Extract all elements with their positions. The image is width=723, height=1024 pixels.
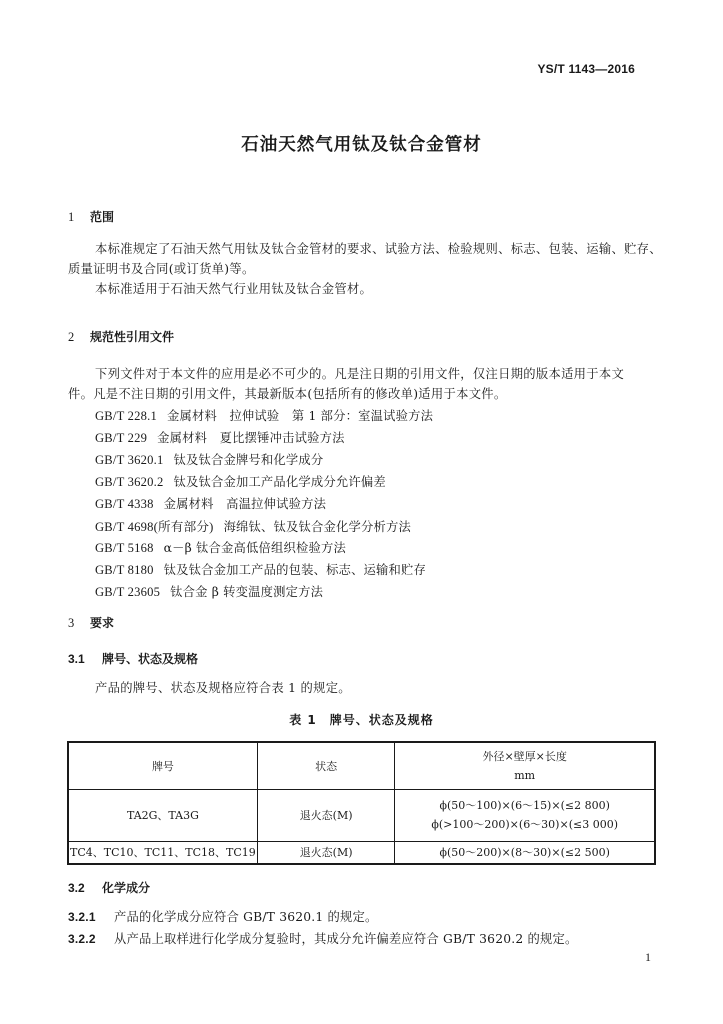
reference-code: GB/T 4338 — [95, 497, 154, 511]
s1-para1-line2: 质量证明书及合同(或订货单)等。 — [68, 262, 255, 276]
standard-code: YS/T 1143—2016 — [537, 62, 635, 76]
clause-3-2-2 — [68, 929, 577, 947]
cell-spec: ϕ(50～200)×(8～30)×(≤2 500) — [395, 841, 655, 864]
reference-item — [95, 516, 411, 535]
reference-title: α－β 钛合金高低倍组织检验方法 — [163, 541, 346, 555]
reference-code: GB/T 228.1 — [95, 409, 157, 423]
reference-code: GB/T 3620.1 — [95, 453, 164, 467]
reference-code: GB/T 23605 — [95, 585, 161, 599]
section-title: 范围 — [90, 210, 115, 224]
clause-number: 3.2.1 — [68, 910, 96, 924]
header-spec-line1: 外径×壁厚×长度 — [482, 749, 567, 763]
clause-3-2-1 — [68, 907, 378, 925]
reference-title: 金属材料 夏比摆锤冲击试验方法 — [157, 431, 345, 445]
reference-title: 钛及钛合金加工产品的包装、标志、运输和贮存 — [163, 563, 427, 577]
header-grade: 牌号 — [68, 742, 257, 789]
cell-spec-line2: ϕ(>100～200)×(6～30)×(≤3 000) — [431, 818, 618, 831]
cell-grade: TA2G、TA3G — [68, 789, 257, 841]
header-state: 状态 — [257, 742, 395, 789]
section-title: 要求 — [90, 616, 115, 630]
reference-code: GB/T 4698(所有部分) — [95, 520, 214, 534]
cell-spec — [395, 789, 655, 841]
document-title: 石油天然气用钛及钛合金管材 — [241, 135, 482, 155]
s2-para1-line1: 下列文件对于本文件的应用是必不可少的。凡是注日期的引用文件，仅注日期的版本适用于本文 — [95, 367, 625, 381]
section-1-heading — [68, 208, 114, 225]
reference-item — [95, 494, 326, 512]
s2-para1-line2: 件。凡是不注日期的引用文件，其最新版本(包括所有的修改单)适用于本文件。 — [68, 387, 507, 401]
section-3-heading — [68, 614, 114, 631]
s1-para1-line1: 本标准规定了石油天然气用钛及钛合金管材的要求、试验方法、检验规则、标志、包装、运输、贮存、 — [95, 242, 662, 256]
reference-item — [95, 406, 433, 424]
reference-item — [95, 450, 323, 468]
clause-text: 从产品上取样进行化学成分复验时，其成分允许偏差应符合 GB/T 3620.2 的规定。 — [114, 932, 578, 946]
reference-item — [95, 538, 346, 556]
section-3-2-heading — [68, 879, 150, 896]
reference-title: 海绵钛、钛及钛合金化学分析方法 — [223, 520, 412, 534]
cell-state: 退火态(M) — [257, 789, 395, 841]
table-row — [68, 841, 655, 864]
section-title: 化学成分 — [102, 881, 151, 895]
reference-title: 金属材料 高温拉伸试验方法 — [163, 497, 327, 511]
section-number: 1 — [68, 210, 75, 224]
reference-title: 金属材料 拉伸试验 第 1 部分：室温试验方法 — [166, 409, 434, 423]
reference-item — [95, 472, 386, 490]
clause-number: 3.2.2 — [68, 932, 96, 946]
reference-title: 钛及钛合金牌号和化学成分 — [173, 453, 324, 467]
clause-text: 产品的化学成分应符合 GB/T 3620.1 的规定。 — [114, 910, 378, 924]
section-2-heading — [68, 328, 174, 345]
table-caption: 表 1 牌号、状态及规格 — [289, 713, 434, 727]
section-number: 2 — [68, 330, 75, 344]
header-spec — [395, 742, 655, 789]
reference-code: GB/T 8180 — [95, 563, 154, 577]
header-spec-unit: mm — [514, 768, 536, 782]
table-row — [68, 789, 655, 841]
section-title: 牌号、状态及规格 — [102, 652, 199, 666]
reference-code: GB/T 5168 — [95, 541, 154, 555]
reference-title: 钛合金 β 转变温度测定方法 — [170, 585, 324, 599]
section-number: 3 — [68, 616, 75, 630]
reference-item — [95, 560, 426, 578]
spec-table — [67, 741, 656, 865]
s1-para2: 本标准适用于石油天然气行业用钛及钛合金管材。 — [95, 282, 373, 296]
section-number: 3.2 — [68, 881, 85, 895]
page-number: 1 — [645, 950, 651, 964]
reference-code: GB/T 3620.2 — [95, 475, 164, 489]
section-number: 3.1 — [68, 652, 85, 666]
section-3-1-heading — [68, 650, 198, 667]
cell-spec-line1: ϕ(50～100)×(6～15)×(≤2 800) — [439, 799, 610, 812]
reference-code: GB/T 229 — [95, 431, 148, 445]
reference-item — [95, 582, 323, 600]
cell-state: 退火态(M) — [257, 841, 395, 864]
section-title: 规范性引用文件 — [90, 330, 175, 344]
table-header-row — [68, 742, 655, 789]
s3-1-para: 产品的牌号、状态及规格应符合表 1 的规定。 — [95, 681, 351, 695]
cell-grade: TC4、TC10、TC11、TC18、TC19 — [68, 841, 257, 864]
reference-item — [95, 428, 345, 446]
reference-title: 钛及钛合金加工产品化学成分允许偏差 — [173, 475, 386, 489]
